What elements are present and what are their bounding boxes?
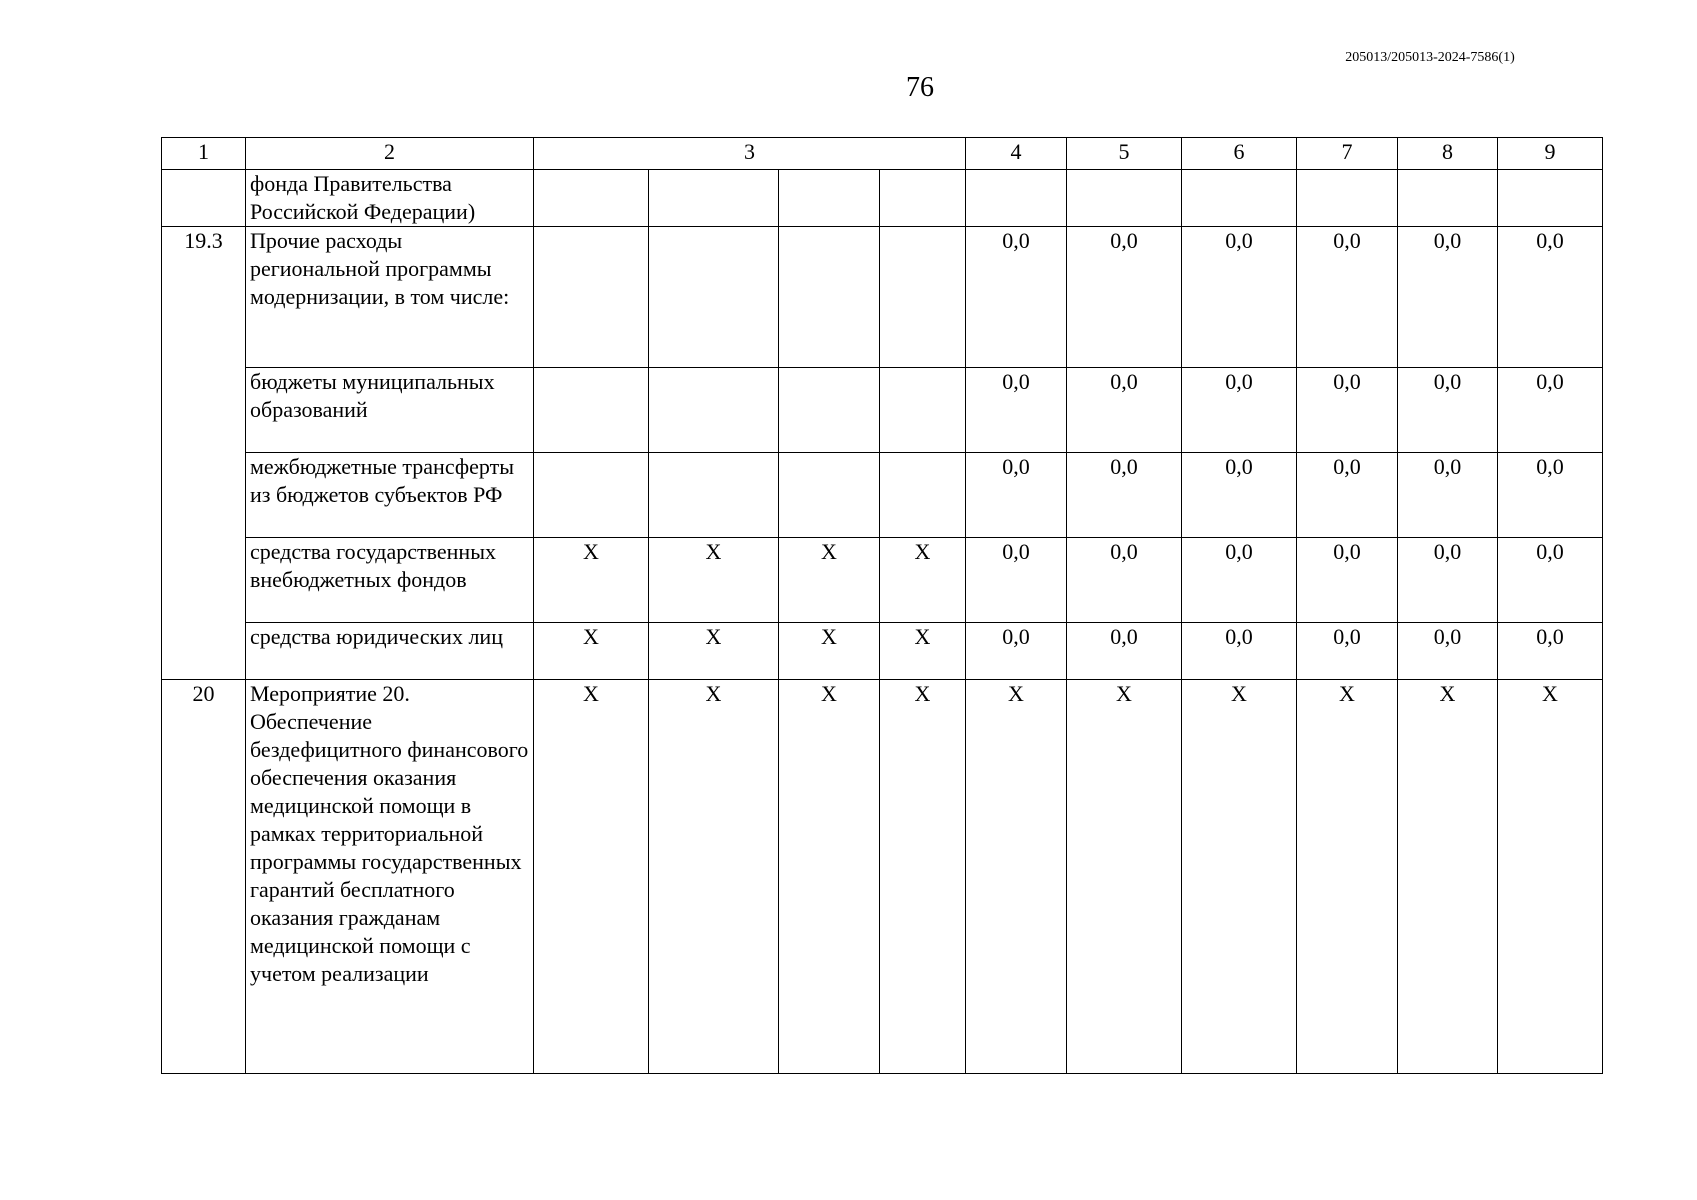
value-cell: 0,0 (1067, 368, 1182, 453)
value-cell: 0,0 (1067, 538, 1182, 623)
value-cell: 0,0 (1398, 453, 1498, 538)
value-cell: 0,0 (1498, 368, 1603, 453)
column-header: 5 (1067, 138, 1182, 170)
row-label: Прочие расходы региональной программы модернизации, в том числе: (246, 227, 534, 368)
value-cell (1398, 170, 1498, 227)
value-cell: 0,0 (1182, 623, 1297, 680)
col3-cell (649, 227, 779, 368)
column-header: 1 (162, 138, 246, 170)
col3-cell (880, 170, 966, 227)
value-cell (966, 170, 1067, 227)
value-cell: X (1067, 680, 1182, 1074)
row-label: средства юридических лиц (246, 623, 534, 680)
col3-cell (880, 453, 966, 538)
table-row (162, 680, 1603, 1074)
value-cell: 0,0 (1398, 368, 1498, 453)
row-label: Мероприятие 20. Обеспечение бездефицитного финансового обеспечения оказания медицинской помощи в рамках территориальной программы государственных гарантий бесплатного оказания гражданам медицинской помощи с учетом реализации (246, 680, 534, 1074)
table-row (162, 170, 1603, 227)
value-cell: 0,0 (1067, 623, 1182, 680)
value-cell: 0,0 (966, 453, 1067, 538)
value-cell: X (1182, 680, 1297, 1074)
col3-cell (779, 453, 880, 538)
value-cell: 0,0 (1498, 538, 1603, 623)
table-row (162, 538, 1603, 623)
value-cell: 0,0 (1297, 623, 1398, 680)
row-label: бюджеты муниципальных образований (246, 368, 534, 453)
value-cell: 0,0 (1498, 453, 1603, 538)
value-cell: X (1498, 680, 1603, 1074)
value-cell: 0,0 (1182, 538, 1297, 623)
value-cell: 0,0 (1297, 538, 1398, 623)
column-header: 8 (1398, 138, 1498, 170)
column-header: 7 (1297, 138, 1398, 170)
row-number (162, 170, 246, 227)
value-cell: X (1398, 680, 1498, 1074)
col3-cell (649, 170, 779, 227)
col3-cell (779, 227, 880, 368)
row-label: фонда Правительства Российской Федерации) (246, 170, 534, 227)
col3-cell (534, 368, 649, 453)
value-cell: 0,0 (966, 227, 1067, 368)
col3-cell (779, 170, 880, 227)
value-cell: 0,0 (1182, 227, 1297, 368)
col3-cell (649, 453, 779, 538)
row-number: 20 (162, 680, 246, 1074)
value-cell: 0,0 (966, 368, 1067, 453)
col3-cell: X (534, 623, 649, 680)
col3-cell (534, 227, 649, 368)
data-table (161, 137, 1603, 1074)
value-cell: 0,0 (966, 623, 1067, 680)
value-cell: 0,0 (1398, 623, 1498, 680)
value-cell: 0,0 (1182, 453, 1297, 538)
value-cell: 0,0 (1297, 227, 1398, 368)
document-id: 205013/205013-2024-7586(1) (1345, 50, 1515, 65)
column-header: 3 (534, 138, 966, 170)
row-number: 19.3 (162, 227, 246, 680)
column-header: 6 (1182, 138, 1297, 170)
col3-cell: X (880, 623, 966, 680)
col3-cell: X (649, 623, 779, 680)
col3-cell: X (649, 680, 779, 1074)
value-cell: 0,0 (966, 538, 1067, 623)
value-cell: 0,0 (1498, 623, 1603, 680)
table-row (162, 623, 1603, 680)
value-cell: 0,0 (1182, 368, 1297, 453)
col3-cell: X (534, 680, 649, 1074)
table-row (162, 368, 1603, 453)
row-label: средства государственных внебюджетных фондов (246, 538, 534, 623)
value-cell: 0,0 (1297, 368, 1398, 453)
table-row (162, 453, 1603, 538)
value-cell: 0,0 (1398, 538, 1498, 623)
value-cell: X (966, 680, 1067, 1074)
value-cell (1182, 170, 1297, 227)
value-cell (1498, 170, 1603, 227)
col3-cell: X (649, 538, 779, 623)
col3-cell (534, 453, 649, 538)
col3-cell: X (880, 680, 966, 1074)
col3-cell: X (779, 538, 880, 623)
value-cell (1067, 170, 1182, 227)
col3-cell (880, 227, 966, 368)
table-row (162, 227, 1603, 368)
value-cell: 0,0 (1398, 227, 1498, 368)
col3-cell (534, 170, 649, 227)
col3-cell (880, 368, 966, 453)
value-cell: 0,0 (1498, 227, 1603, 368)
value-cell: 0,0 (1297, 453, 1398, 538)
col3-cell: X (880, 538, 966, 623)
page-number: 76 (906, 72, 934, 103)
column-header: 4 (966, 138, 1067, 170)
value-cell: 0,0 (1067, 227, 1182, 368)
col3-cell (779, 368, 880, 453)
value-cell: 0,0 (1067, 453, 1182, 538)
col3-cell: X (779, 623, 880, 680)
column-header: 2 (246, 138, 534, 170)
col3-cell: X (534, 538, 649, 623)
row-label: межбюджетные трансферты из бюджетов субъектов РФ (246, 453, 534, 538)
value-cell: X (1297, 680, 1398, 1074)
col3-cell: X (779, 680, 880, 1074)
column-header: 9 (1498, 138, 1603, 170)
col3-cell (649, 368, 779, 453)
value-cell (1297, 170, 1398, 227)
column-number-row (162, 138, 1603, 170)
